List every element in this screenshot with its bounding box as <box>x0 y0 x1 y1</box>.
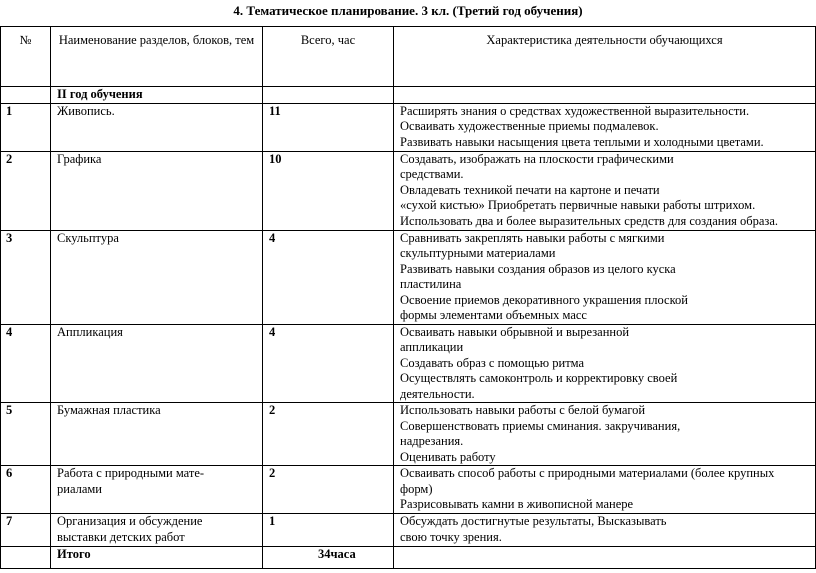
row-description <box>394 514 816 547</box>
description-line: Обсуждать достигнутые результаты, Высказывать <box>400 514 667 528</box>
description-line: Развивать навыки создания образов из целого куска <box>400 261 676 276</box>
description-line: Осваивать способ работы с природными материалами (более крупных <box>400 466 775 480</box>
row-hours: 10 <box>263 151 394 230</box>
row-number: 2 <box>1 151 51 230</box>
section-name-line: Скульптура <box>57 230 119 245</box>
description-line: Расширять знания о средствах художественной выразительности. <box>400 103 750 118</box>
section-name-line: Графика <box>57 151 102 166</box>
description-line: форм) <box>400 481 433 496</box>
total-row <box>1 547 816 569</box>
row-section-name <box>51 403 263 466</box>
row-number: 7 <box>1 514 51 547</box>
description-line: Овладевать техникой печати на картоне и печати <box>400 182 660 197</box>
year-row <box>1 87 816 104</box>
row-number: 3 <box>1 230 51 324</box>
header-hours: Всего, час <box>263 27 394 87</box>
description-line: Использовать навыки работы с белой бумагой <box>400 403 646 417</box>
table-row <box>1 466 816 514</box>
table-row <box>1 230 816 324</box>
row-number: 4 <box>1 324 51 403</box>
table-row <box>1 403 816 466</box>
section-name-line: Аппликация <box>57 324 123 339</box>
row-section-name <box>51 324 263 403</box>
description-line: Осуществлять самоконтроль и корректировку своей <box>400 371 678 385</box>
description-line: Оценивать работу <box>400 449 496 464</box>
header-row <box>1 27 816 87</box>
planning-table <box>0 26 816 569</box>
total-num <box>1 547 51 569</box>
description-line: Совершенствовать приемы сминания. закручивания, <box>400 418 681 433</box>
description-line: Создавать образ с помощью ритма <box>400 355 585 370</box>
row-description <box>394 151 816 230</box>
description-line: средствами. <box>400 167 464 181</box>
table-row <box>1 151 816 230</box>
description-line: Развивать навыки насыщения цвета теплыми и холодными цветами. <box>400 134 764 149</box>
table-row <box>1 324 816 403</box>
description-line: Создавать, изображать на плоскости графическими <box>400 151 674 166</box>
section-name-line: Работа с природными мате- <box>57 466 205 480</box>
total-hours: 34часа <box>263 547 394 569</box>
year-row-desc <box>394 87 816 104</box>
row-hours: 11 <box>263 103 394 151</box>
description-line: Осваивать художественные приемы подмалевок. <box>400 119 659 133</box>
row-hours: 2 <box>263 403 394 466</box>
description-line: Разрисовывать камни в живописной манере <box>400 497 634 511</box>
section-name-line: Бумажная пластика <box>57 403 161 417</box>
description-line: формы элементами объемных масс <box>400 308 587 322</box>
total-label: Итого <box>51 547 263 569</box>
row-hours: 2 <box>263 466 394 514</box>
page-title: 4. Тематическое планирование. 3 кл. (Третий год обучения) <box>233 3 583 18</box>
row-section-name <box>51 230 263 324</box>
section-name-line: Организация и обсуждение <box>57 514 203 528</box>
row-hours: 4 <box>263 324 394 403</box>
year-row-hours <box>263 87 394 104</box>
header-activity: Характеристика деятельности обучающихся <box>394 27 816 87</box>
description-line: «сухой кистью» Приобретать первичные навыки работы штрихом. <box>400 198 756 212</box>
section-name-line: выставки детских работ <box>57 529 185 544</box>
row-number: 5 <box>1 403 51 466</box>
section-name-line: риалами <box>57 481 102 496</box>
row-hours: 1 <box>263 514 394 547</box>
total-desc <box>394 547 816 569</box>
header-num: № <box>1 27 51 87</box>
description-line: надрезания. <box>400 434 464 448</box>
year-label: II год обучения <box>51 87 263 104</box>
row-section-name <box>51 103 263 151</box>
description-line: аппликации <box>400 340 464 354</box>
row-description <box>394 466 816 514</box>
description-line: деятельности. <box>400 386 475 401</box>
row-section-name <box>51 514 263 547</box>
description-line: скульптурными материалами <box>400 246 556 260</box>
section-name-line: Живопись. <box>57 103 115 118</box>
description-line: пластилина <box>400 277 462 291</box>
description-line: Использовать два и более выразительных средств для создания образа. <box>400 213 779 228</box>
row-number: 1 <box>1 103 51 151</box>
row-section-name <box>51 466 263 514</box>
description-line: свою точку зрения. <box>400 529 502 544</box>
description-line: Сравнивать закреплять навыки работы с мягкими <box>400 230 665 245</box>
row-description <box>394 403 816 466</box>
year-row-num <box>1 87 51 104</box>
table-row <box>1 103 816 151</box>
row-hours: 4 <box>263 230 394 324</box>
row-description <box>394 103 816 151</box>
description-line: Осваивать навыки обрывной и вырезанной <box>400 324 630 339</box>
table-row <box>1 514 816 547</box>
row-number: 6 <box>1 466 51 514</box>
row-description <box>394 324 816 403</box>
row-description <box>394 230 816 324</box>
description-line: Освоение приемов декоративного украшения плоской <box>400 292 688 307</box>
header-section: Наименование разделов, блоков, тем <box>51 27 263 87</box>
row-section-name <box>51 151 263 230</box>
